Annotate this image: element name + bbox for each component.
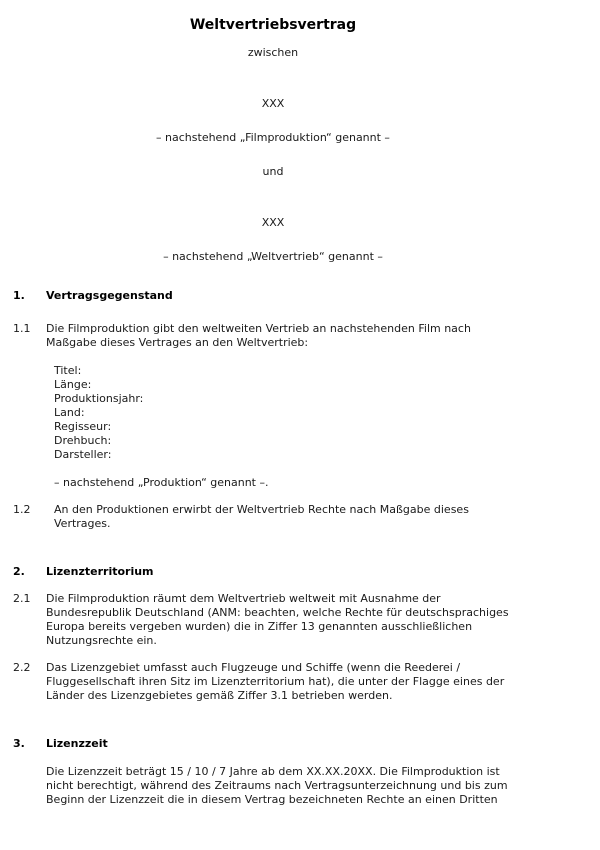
clause-text [54, 503, 469, 531]
clause-number: 1.2 [13, 503, 31, 516]
clause-line: Bundesrepublik Deutschland (ANM: beachten, welche Rechte für deutschsprachiges [46, 606, 509, 619]
film-fields [54, 364, 143, 462]
paragraph-text [46, 765, 508, 807]
field-label: Land: [54, 406, 85, 419]
clause-line: Fluggesellschaft ihren Sitz im Lizenzterritorium hat), die unter der Flagge eines der [46, 675, 505, 688]
section-heading: Vertragsgegenstand [46, 289, 173, 302]
paragraph-line: nicht berechtigt, während des Zeitraums nach Vertragsunterzeichnung und bis zum [46, 779, 508, 792]
section-heading: Lizenzterritorium [46, 565, 154, 578]
party2-name: XXX [261, 216, 285, 229]
party1-name: XXX [261, 97, 285, 110]
party2-role: – nachstehend „Weltvertrieb“ genannt – [163, 250, 383, 263]
clause-line: Europa bereits vergeben wurden) die in Ziffer 13 genannten ausschließlichen [46, 620, 473, 633]
section-number: 3. [13, 737, 25, 750]
field-label: Drehbuch: [54, 434, 112, 447]
and-label: und [262, 165, 284, 178]
between-label: zwischen [247, 46, 299, 59]
clause-text [46, 592, 509, 648]
clause-line: Vertrages. [54, 517, 111, 530]
clause-number: 2.1 [13, 592, 31, 605]
section-number: 2. [13, 565, 25, 578]
field-label: Titel: [54, 364, 82, 377]
field-label: Produktionsjahr: [54, 392, 144, 405]
clause-line: Die Filmproduktion räumt dem Weltvertrieb weltweit mit Ausnahme der [46, 592, 441, 605]
clause-line: Maßgabe dieses Vertrages an den Weltvertrieb: [46, 336, 309, 349]
fields-note: – nachstehend „Produktion“ genannt –. [54, 476, 269, 489]
clause-number: 1.1 [13, 322, 31, 335]
clause-line: An den Produktionen erwirbt der Weltvertrieb Rechte nach Maßgabe dieses [54, 503, 469, 516]
clause-line: Länder des Lizenzgebietes gemäß Ziffer 3.1 betrieben werden. [46, 689, 393, 702]
document-title: Weltvertriebsvertrag [189, 17, 357, 33]
clause-text [46, 661, 504, 703]
clause-line: Das Lizenzgebiet umfasst auch Flugzeuge und Schiffe (wenn die Reederei / [46, 661, 461, 674]
paragraph-line: Beginn der Lizenzzeit die in diesem Vertrag bezeichneten Rechte an einen Dritten [46, 793, 498, 806]
clause-number: 2.2 [13, 661, 31, 674]
field-label: Darsteller: [54, 448, 112, 461]
clause-line: Nutzungsrechte ein. [46, 634, 157, 647]
paragraph-line: Die Lizenzzeit beträgt 15 / 10 / 7 Jahre ab dem XX.XX.20XX. Die Filmproduktion ist [46, 765, 500, 778]
party1-role: – nachstehend „Filmproduktion“ genannt – [156, 131, 390, 144]
clause-text [46, 322, 471, 350]
field-label: Regisseur: [54, 420, 112, 433]
clause-line: Die Filmproduktion gibt den weltweiten Vertrieb an nachstehenden Film nach [46, 322, 471, 335]
section-number: 1. [13, 289, 25, 302]
field-label: Länge: [54, 378, 92, 391]
section-heading: Lizenzzeit [46, 737, 108, 750]
